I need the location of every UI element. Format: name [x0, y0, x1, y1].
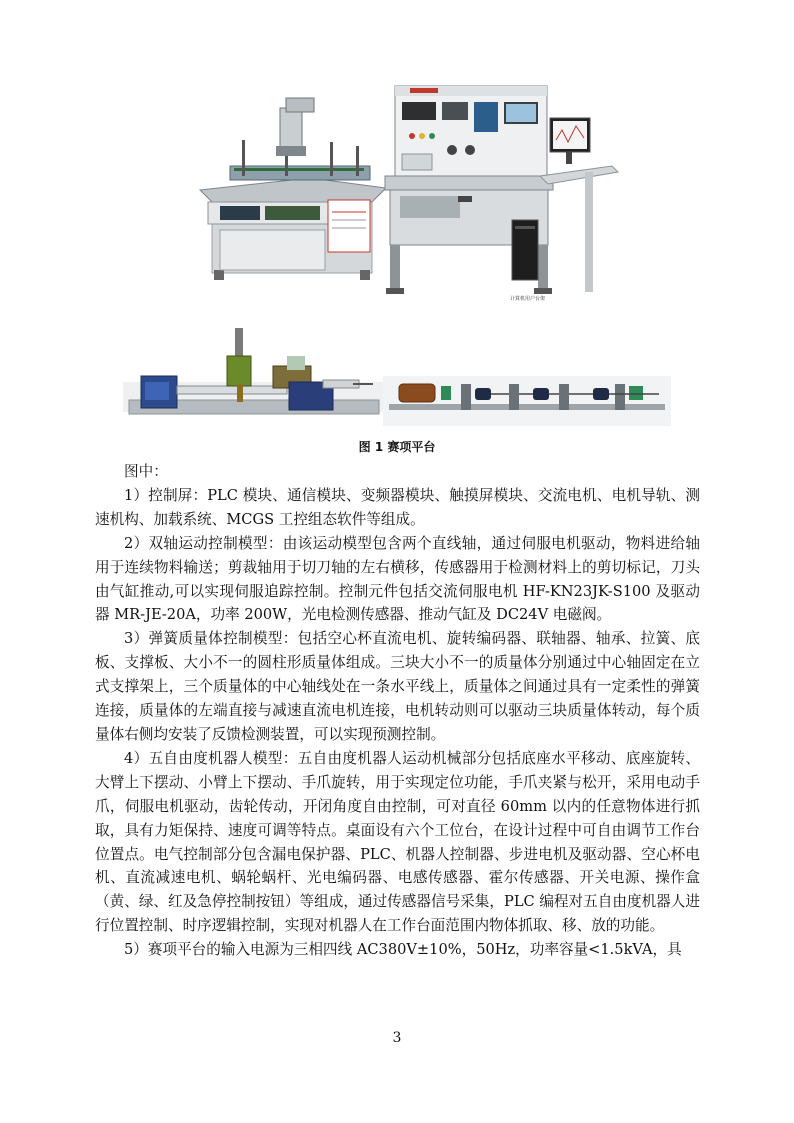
body-text	[95, 460, 700, 962]
paragraph-power: 5）赛项平台的输入电源为三相四线 AC380V±10%，50Hz，功率容量<1.5kVA，具	[124, 941, 682, 959]
paragraph-control-screen: 1）控制屏：PLC 模块、通信模块、变频器模块、触摸屏模块、交流电机、电机导轨、测速机构、加载系统、MCGS 工控组态软件等组成。	[95, 486, 700, 528]
spring-mass-model-photo	[383, 376, 671, 426]
figure-caption: 图 1 赛项平台	[358, 440, 436, 454]
dual-axis-model-photo	[123, 326, 383, 426]
platform-photo	[190, 80, 620, 305]
paragraph-robot: 4）五自由度机器人模型：五自由度机器人运动机械部分包括底座水平移动、底座旋转、大臂上下摆动、小臂上下摆动、手爪旋转，用于实现定位功能，手爪夹紧与松开，采用电动手爪，伺服电机驱动，齿轮传动，开闭角度自由控制，可对直径 60mm 以内的任意物体进行抓取，具有力矩保持、速度可调等特点。桌面设有六个工位台，在设计过程中可自由调节工作台位置点。电气控制部分包含漏电保护器、PLC、机器人控制器、步进电机及驱动器、空心杯电机、直流减速电机、蜗轮蜗杆、光电编码器、电感传感器、霍尔传感器、开关电源、操作盒（黄、绿、红及急停控制按钮）等组成，通过传感器信号采集，PLC 编程对五自由度机器人进行位置控制、时序逻辑控制，实现对机器人在工作台面范围内物体抓取、移、放的功能。	[95, 749, 700, 935]
paragraph-dual-axis: 2）双轴运动控制模型：由该运动模型包含两个直线轴，通过伺服电机驱动，物料进给轴用于连续物料输送；剪裁轴用于切刀轴的左右横移，传感器用于检测材料上的剪切标记，刀头由气缸推动,可以实现伺服追踪控制。控制元件包括交流伺服电机 HF-KN23JK-S100 及驱动器 MR-JE-20A，功率 200W，光电检测传感器、推动气缸及 DC24V 电磁阀。	[95, 534, 700, 624]
paragraph-spring-mass: 3）弹簧质量体控制模型：包括空心杯直流电机、旋转编码器、联轴器、轴承、拉簧、底板、支撑板、大小不一的圆柱形质量体组成。三块大小不一的质量体分别通过中心轴固定在立式支撑架上，三个质量体的中心轴线处在一条水平线上，质量体之间通过具有一定柔性的弹簧连接，质量体的左端直接与减速直流电机连接，电机转动则可以驱动三块质量体转动，每个质量体右侧均安装了反馈检测装置，可以实现预测控制。	[95, 630, 700, 743]
photo-label: 计算机用户台架	[510, 296, 546, 302]
intro-paragraph: 图中：	[124, 463, 168, 480]
robot-workbench-illustration	[200, 98, 386, 280]
page-number: 3	[392, 1030, 402, 1046]
